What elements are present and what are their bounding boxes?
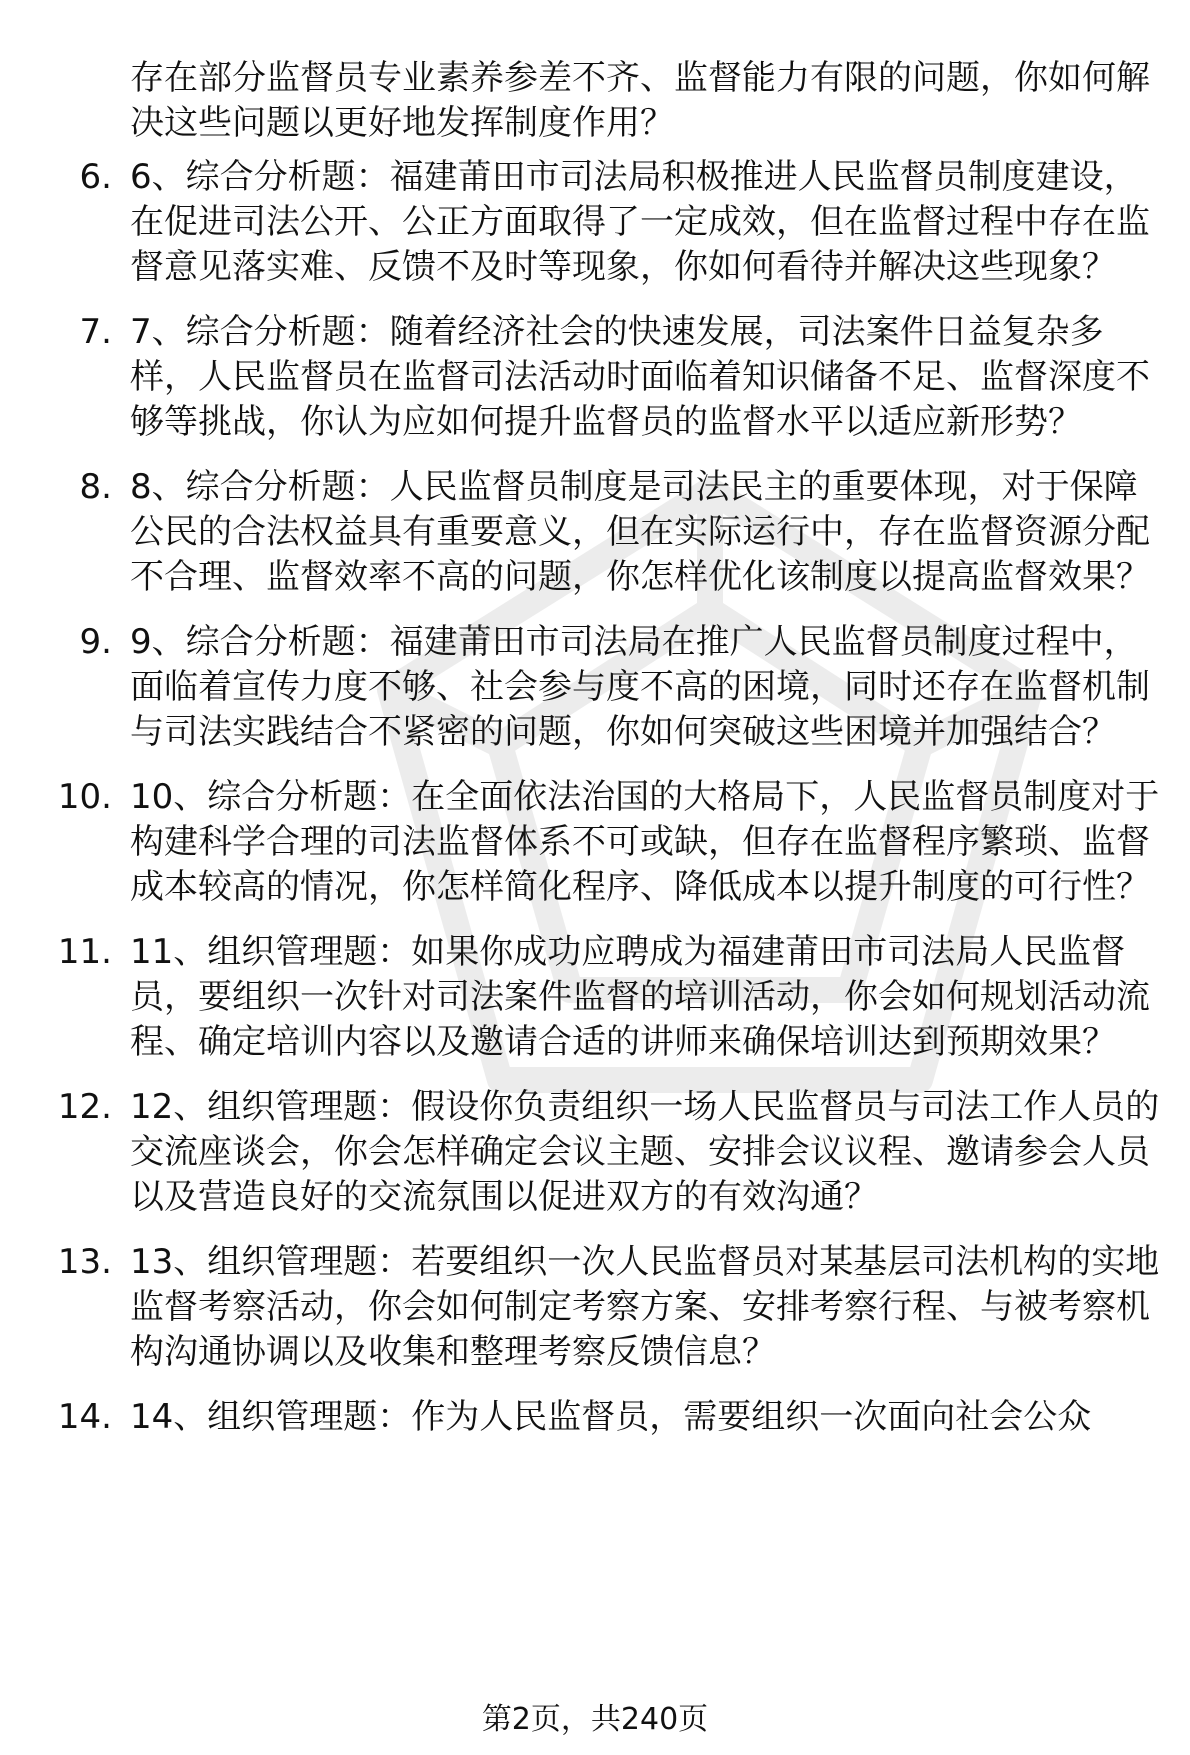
question-text: 7、综合分析题：随着经济社会的快速发展，司法案件日益复杂多样，人民监督员在监督司法活动时面临着知识储备不足、监督深度不够等挑战，你认为应如何提升监督员的监督水平以适应新形势？ <box>130 312 1150 442</box>
question-item-7 <box>0 310 1190 445</box>
question-item-13 <box>0 1240 1190 1375</box>
question-number: 12. <box>57 1087 112 1127</box>
question-number: 8. <box>79 467 112 507</box>
question-number: 14. <box>57 1397 112 1437</box>
question-item-10 <box>0 775 1190 910</box>
question-number: 6. <box>79 157 112 197</box>
question-text: 6、综合分析题：福建莆田市司法局积极推进人民监督员制度建设，在促进司法公开、公正方面取得了一定成效，但在监督过程中存在监督意见落实难、反馈不及时等现象，你如何看待并解决这些现象？ <box>130 157 1150 287</box>
question-number: 11. <box>57 932 112 972</box>
question-text: 8、综合分析题：人民监督员制度是司法民主的重要体现，对于保障公民的合法权益具有重要意义，但在实际运行中，存在监督资源分配不合理、监督效率不高的问题，你怎样优化该制度以提高监督效果？ <box>130 467 1150 597</box>
question-item-8 <box>0 465 1190 600</box>
question-item-11 <box>0 930 1190 1065</box>
question-text: 10、综合分析题：在全面依法治国的大格局下，人民监督员制度对于构建科学合理的司法监督体系不可或缺，但存在监督程序繁琐、监督成本较高的情况，你怎样简化程序、降低成本以提升制度的可行性？ <box>130 777 1160 907</box>
question-item-12 <box>0 1085 1190 1220</box>
question-text: 9、综合分析题：福建莆田市司法局在推广人民监督员制度过程中，面临着宣传力度不够、社会参与度不高的困境，同时还存在监督机制与司法实践结合不紧密的问题，你如何突破这些困境并加强结合？ <box>130 622 1150 752</box>
question-text: 12、组织管理题：假设你负责组织一场人民监督员与司法工作人员的交流座谈会，你会怎样确定会议主题、安排会议议程、邀请参会人员以及营造良好的交流氛围以促进双方的有效沟通？ <box>130 1087 1160 1217</box>
question-number: 10. <box>57 777 112 817</box>
question-list <box>0 155 1190 1460</box>
question-item-6 <box>0 155 1190 290</box>
question-item-9 <box>0 620 1190 755</box>
question-text: 14、组织管理题：作为人民监督员，需要组织一次面向社会公众 <box>130 1397 1092 1437</box>
continuation-text: 存在部分监督员专业素养参差不齐、监督能力有限的问题，你如何解决这些问题以更好地发挥制度作用？ <box>130 58 1150 143</box>
question-text: 11、组织管理题：如果你成功应聘成为福建莆田市司法局人民监督员，要组织一次针对司法案件监督的培训活动，你会如何规划活动流程、确定培训内容以及邀请合适的讲师来确保培训达到预期效果？ <box>130 932 1150 1062</box>
question-text: 13、组织管理题：若要组织一次人民监督员对某基层司法机构的实地监督考察活动，你会如何制定考察方案、安排考察行程、与被考察机构沟通协调以及收集和整理考察反馈信息？ <box>130 1242 1160 1372</box>
page-footer: 第2页，共240页 <box>481 1702 709 1737</box>
question-number: 7. <box>79 312 112 352</box>
question-item-14 <box>0 1395 1190 1440</box>
question-number: 13. <box>57 1242 112 1282</box>
question-number: 9. <box>79 622 112 662</box>
